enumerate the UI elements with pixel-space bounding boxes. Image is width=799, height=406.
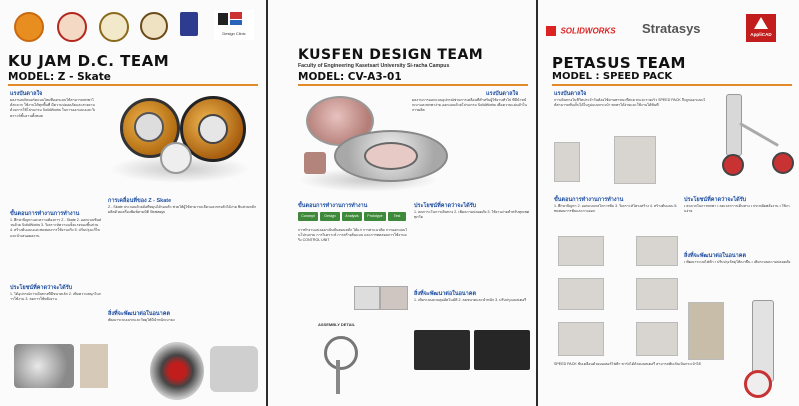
poster-ku-jam: [0, 0, 266, 406]
faculty-seal-logo: [57, 12, 87, 42]
engineering-seal-logo: [99, 12, 129, 42]
model-title: MODEL: Z - Skate: [8, 71, 111, 83]
process-text: 1. ศึกษาปัญหา 2. ออกแบบกลไกการพับ 3. วิเคราะห์โครงสร้าง 4. สร้างต้นแบบ 5. ทดสอบการพับและกางออก: [554, 204, 678, 214]
flow-step: Concept: [298, 212, 318, 221]
benefit-text: 1. ลดภาระในการเดินทาง 2. เพิ่มความปลอดภัย 3. ใช้งานง่ายสำหรับทุกเพศทุกวัย: [414, 210, 530, 220]
accent-bar: [552, 84, 792, 86]
tech-text: • พัฒนาระบบไฟฟ้า • ปรับปรุงวัสดุให้เบาขึ้น • เพิ่มระบบความปลอดภัย: [684, 260, 791, 264]
red-part-image: [150, 342, 204, 400]
usage-photo: [614, 136, 656, 184]
model-title: MODEL: CV-A3-01: [298, 71, 402, 83]
benefit-text: 1. ได้อุปกรณ์การเดินทางที่มีขนาดเล็ก 2. เพิ่มความสนุกในการใช้งาน 3. ลดการใช้พลังงาน: [10, 292, 101, 302]
solidworks-logo: SOLIDWORKS: [546, 22, 616, 36]
dark-photo: [474, 330, 530, 370]
applicad-logo: AppliCAD: [746, 14, 776, 42]
concept-heading: การเคลื่อนที่ของ Z - Skate: [108, 198, 172, 204]
intro-text: ผลงานสเก็ตบอร์ดแบบใหม่ที่ออกแบบให้สามารถพกพาได้สะดวก ใช้งานได้ทุกพื้นที่ มีความปลอดภัยและสวยงาม ด้วยการใช้โปรแกรม SolidWorks ในการออกแบบและวิเคราะห์ชิ้นงานทั้งหมด: [10, 98, 96, 118]
step-photo: [558, 278, 604, 310]
accent-bar: [8, 84, 258, 86]
intro-heading: แรงบันดาลใจ: [486, 91, 519, 97]
part-detail-image: [380, 286, 408, 310]
speed-pack-render: [716, 92, 796, 182]
step-photo: [558, 236, 604, 266]
benefit-heading: ประโยชน์ที่คาดว่าจะได้รับ: [10, 285, 73, 291]
benefit-heading: ประโยชน์ที่คาดว่าจะได้รับ: [684, 197, 747, 203]
tech-heading: สิ่งที่จะพัฒนาต่อในอนาคต: [108, 311, 171, 317]
wheel-detail-image: [14, 344, 74, 388]
bell-logo: [180, 12, 198, 36]
step-photo: [636, 236, 678, 266]
tech-heading: สิ่งที่จะพัฒนาต่อในอนาคต: [684, 253, 747, 259]
intro-text: การเดินทางในชีวิตประจำวันต้องใช้ยานพาหนะที่สะดวกและรวดเร็ว SPEED PACK จึงถูกออกแบบให้สามารถพับเก็บได้ในรูปแบบกระเป๋า พกพาได้ง่ายและใช้งานได้ทันที: [554, 98, 706, 108]
footer-text: SPEED PACK ขับเคลื่อนด้วยมอเตอร์ไฟฟ้า ชาร์จได้ด้วยแบตเตอรี่ สามารถพับเก็บเป็นกระเป๋าได้: [554, 362, 701, 366]
rider-photo: [80, 344, 108, 388]
faculty-subtitle: Faculty of Engineering Kasetsart University Si-racha Campus: [298, 63, 450, 69]
process-heading: ขั้นตอนการทำงานการทำงาน: [10, 211, 80, 217]
process-heading: ขั้นตอนการทำงานการทำงาน: [554, 197, 624, 203]
process-text: การทำงานแบ่งออกเป็นขั้นตอนหลัก ได้แก่ การหาแนวคิด การออกแบบในโปรแกรม การวิเคราะห์ การสร้างต้นแบบ และการทดสอบการใช้งานจริง CONTROL UNIT: [298, 228, 408, 243]
assembly-render: [318, 330, 358, 396]
model-title: MODEL : SPEED PACK: [552, 71, 673, 82]
assembly-label: ASSEMBLY DETAIL: [318, 322, 356, 327]
team-title: PETASUS TEAM: [552, 54, 686, 72]
benefit-text: • สะดวกในการพกพา • ลดเวลาการเดินทาง • ประหยัดพลังงาน • ใช้งานง่าย: [684, 204, 790, 214]
tech-heading: สิ่งที่จะพัฒนาต่อในอนาคต: [414, 291, 477, 297]
accent-bar: [298, 84, 528, 86]
design-clinic-logo: Design Clinic: [214, 10, 254, 40]
intro-heading: แรงบันดาลใจ: [554, 91, 587, 97]
intro-heading: แรงบันดาลใจ: [10, 91, 43, 97]
flow-step: Design: [320, 212, 340, 221]
tech-text: พัฒนาระบบเบรกและวัสดุให้มีน้ำหนักเบาลง: [108, 318, 175, 322]
team-title: KU JAM D.C. TEAM: [8, 52, 170, 70]
usage-photo: [554, 142, 580, 182]
dark-photo: [414, 330, 470, 370]
part-render-image: [210, 346, 258, 392]
tech-text: 1. เพิ่มระบบควบคุมอัตโนมัติ 2. ลดขนาดและน้ำหนัก 3. ปรับปรุงแบตเตอรี่: [414, 298, 527, 302]
concept-sketch-image: [354, 286, 380, 310]
flow-step: Prototype: [364, 212, 386, 221]
flow-step: Test: [388, 212, 406, 221]
step-photo: [558, 322, 604, 356]
benefit-heading: ประโยชน์ที่คาดว่าจะได้รับ: [414, 203, 477, 209]
step-photo: [636, 322, 678, 356]
flow-diagram: [298, 212, 408, 222]
intro-text: ผลงานการออกแบบอุปกรณ์ช่วยการเคลื่อนที่สำหรับผู้ใช้งานทั่วไป ที่มีน้ำหนักเบาและพกพาง่าย ออกแบบด้วยโปรแกรม SolidWorks เพื่อความแม่นยำในการผลิต: [412, 98, 527, 113]
z-skate-render: [120, 92, 252, 172]
flow-step: Analysis: [342, 212, 362, 221]
team-title: KUSFEN DESIGN TEAM: [298, 47, 484, 63]
rider-photo: [688, 302, 724, 360]
process-heading: ขั้นตอนการทำงานการทำงาน: [298, 203, 368, 209]
folded-pack-render: [734, 300, 790, 400]
ds-icon: [546, 26, 556, 36]
association-seal-logo: [140, 12, 168, 40]
step-photo: [636, 278, 678, 310]
concept-text: Z - Skate ประกอบด้วยล้อที่หมุนได้รอบตัว ช่วยให้ผู้ใช้สามารถเลี้ยวและทรงตัวได้ง่าย ชิ้นส่วนหลักผลิตด้วยเครื่องพิมพ์สามมิติ Stratasys: [108, 205, 257, 215]
stratasys-logo: Stratasys: [642, 21, 701, 36]
process-text: 1. ศึกษาปัญหาและความต้องการ Z - Skate 2. ออกแบบชิ้นส่วนด้วย SolidWorks 3. วิเคราะห์ความแข็งแรงของชิ้นส่วน 4. สร้างต้นแบบและทดสอบการใช้งานจริง 5. ปรับปรุงแก้ไขและนำเสนอผลงาน: [10, 218, 102, 238]
poster-kusfen: [268, 0, 536, 406]
poster-petasus: [538, 0, 799, 406]
university-seal-logo: [14, 12, 44, 42]
